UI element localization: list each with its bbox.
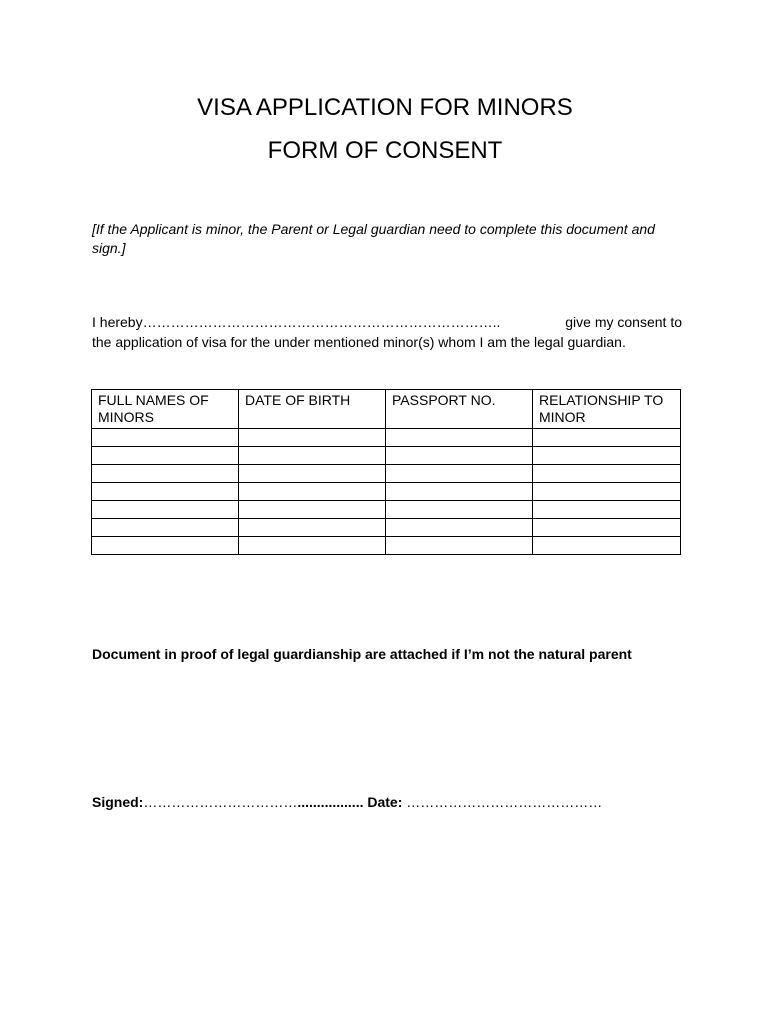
consent-name-blank[interactable]: I hereby………………………………………………………………….. xyxy=(92,314,501,330)
table-row xyxy=(92,483,681,501)
table-cell[interactable] xyxy=(533,447,681,465)
signed-label: Signed: xyxy=(92,794,144,810)
instruction-text: [If the Applicant is minor, the Parent or Legal guardian need to complete this document and sign.] xyxy=(92,221,655,256)
table-cell[interactable] xyxy=(386,519,533,537)
table-cell[interactable] xyxy=(239,447,386,465)
table-cell[interactable] xyxy=(239,465,386,483)
form-title: VISA APPLICATION FOR MINORS xyxy=(197,94,573,121)
table-cell[interactable] xyxy=(386,537,533,555)
header-relationship: RELATIONSHIP TO MINOR xyxy=(533,390,681,429)
table-row xyxy=(92,537,681,555)
table-cell[interactable] xyxy=(386,483,533,501)
table-cell[interactable] xyxy=(92,483,239,501)
table-cell[interactable] xyxy=(239,501,386,519)
table-cell[interactable] xyxy=(386,501,533,519)
form-subtitle: FORM OF CONSENT xyxy=(267,137,503,164)
table-cell[interactable] xyxy=(533,483,681,501)
table-row xyxy=(92,465,681,483)
date-label: Date: xyxy=(367,794,403,810)
table-header-row xyxy=(92,390,681,429)
minors-table xyxy=(91,389,681,555)
date-blank[interactable]: …………………………………… xyxy=(406,794,603,810)
signature-date-line xyxy=(92,793,692,812)
table-cell[interactable] xyxy=(239,429,386,447)
table-cell[interactable] xyxy=(386,465,533,483)
table-row xyxy=(92,447,681,465)
table-cell[interactable] xyxy=(92,519,239,537)
table-cell[interactable] xyxy=(533,519,681,537)
consent-statement xyxy=(92,312,682,352)
table-cell[interactable] xyxy=(239,483,386,501)
signature-blank-end[interactable]: ................. xyxy=(297,794,364,810)
consent-line-1 xyxy=(92,312,682,332)
table-cell[interactable] xyxy=(92,501,239,519)
table-row xyxy=(92,429,681,447)
header-date-of-birth: DATE OF BIRTH xyxy=(239,390,386,429)
table-cell[interactable] xyxy=(92,447,239,465)
consent-line-2: the application of visa for the under mentioned minor(s) whom I am the legal guardian. xyxy=(92,334,626,350)
header-full-names: FULL NAMES OF MINORS xyxy=(92,390,239,429)
table-cell[interactable] xyxy=(533,501,681,519)
header-passport-no: PASSPORT NO. xyxy=(386,390,533,429)
table-cell[interactable] xyxy=(533,429,681,447)
guardianship-proof-statement: Document in proof of legal guardianship are attached if I’m not the natural parent xyxy=(92,646,632,662)
table-cell[interactable] xyxy=(386,429,533,447)
table-row xyxy=(92,519,681,537)
table-row xyxy=(92,501,681,519)
table-cell[interactable] xyxy=(533,537,681,555)
table-cell[interactable] xyxy=(533,465,681,483)
table-cell[interactable] xyxy=(92,429,239,447)
table-cell[interactable] xyxy=(239,519,386,537)
consent-give-text: give my consent to xyxy=(565,314,682,330)
table-cell[interactable] xyxy=(92,465,239,483)
table-cell[interactable] xyxy=(92,537,239,555)
table-cell[interactable] xyxy=(239,537,386,555)
table-cell[interactable] xyxy=(386,447,533,465)
signature-blank[interactable]: …………………………… xyxy=(143,794,298,810)
